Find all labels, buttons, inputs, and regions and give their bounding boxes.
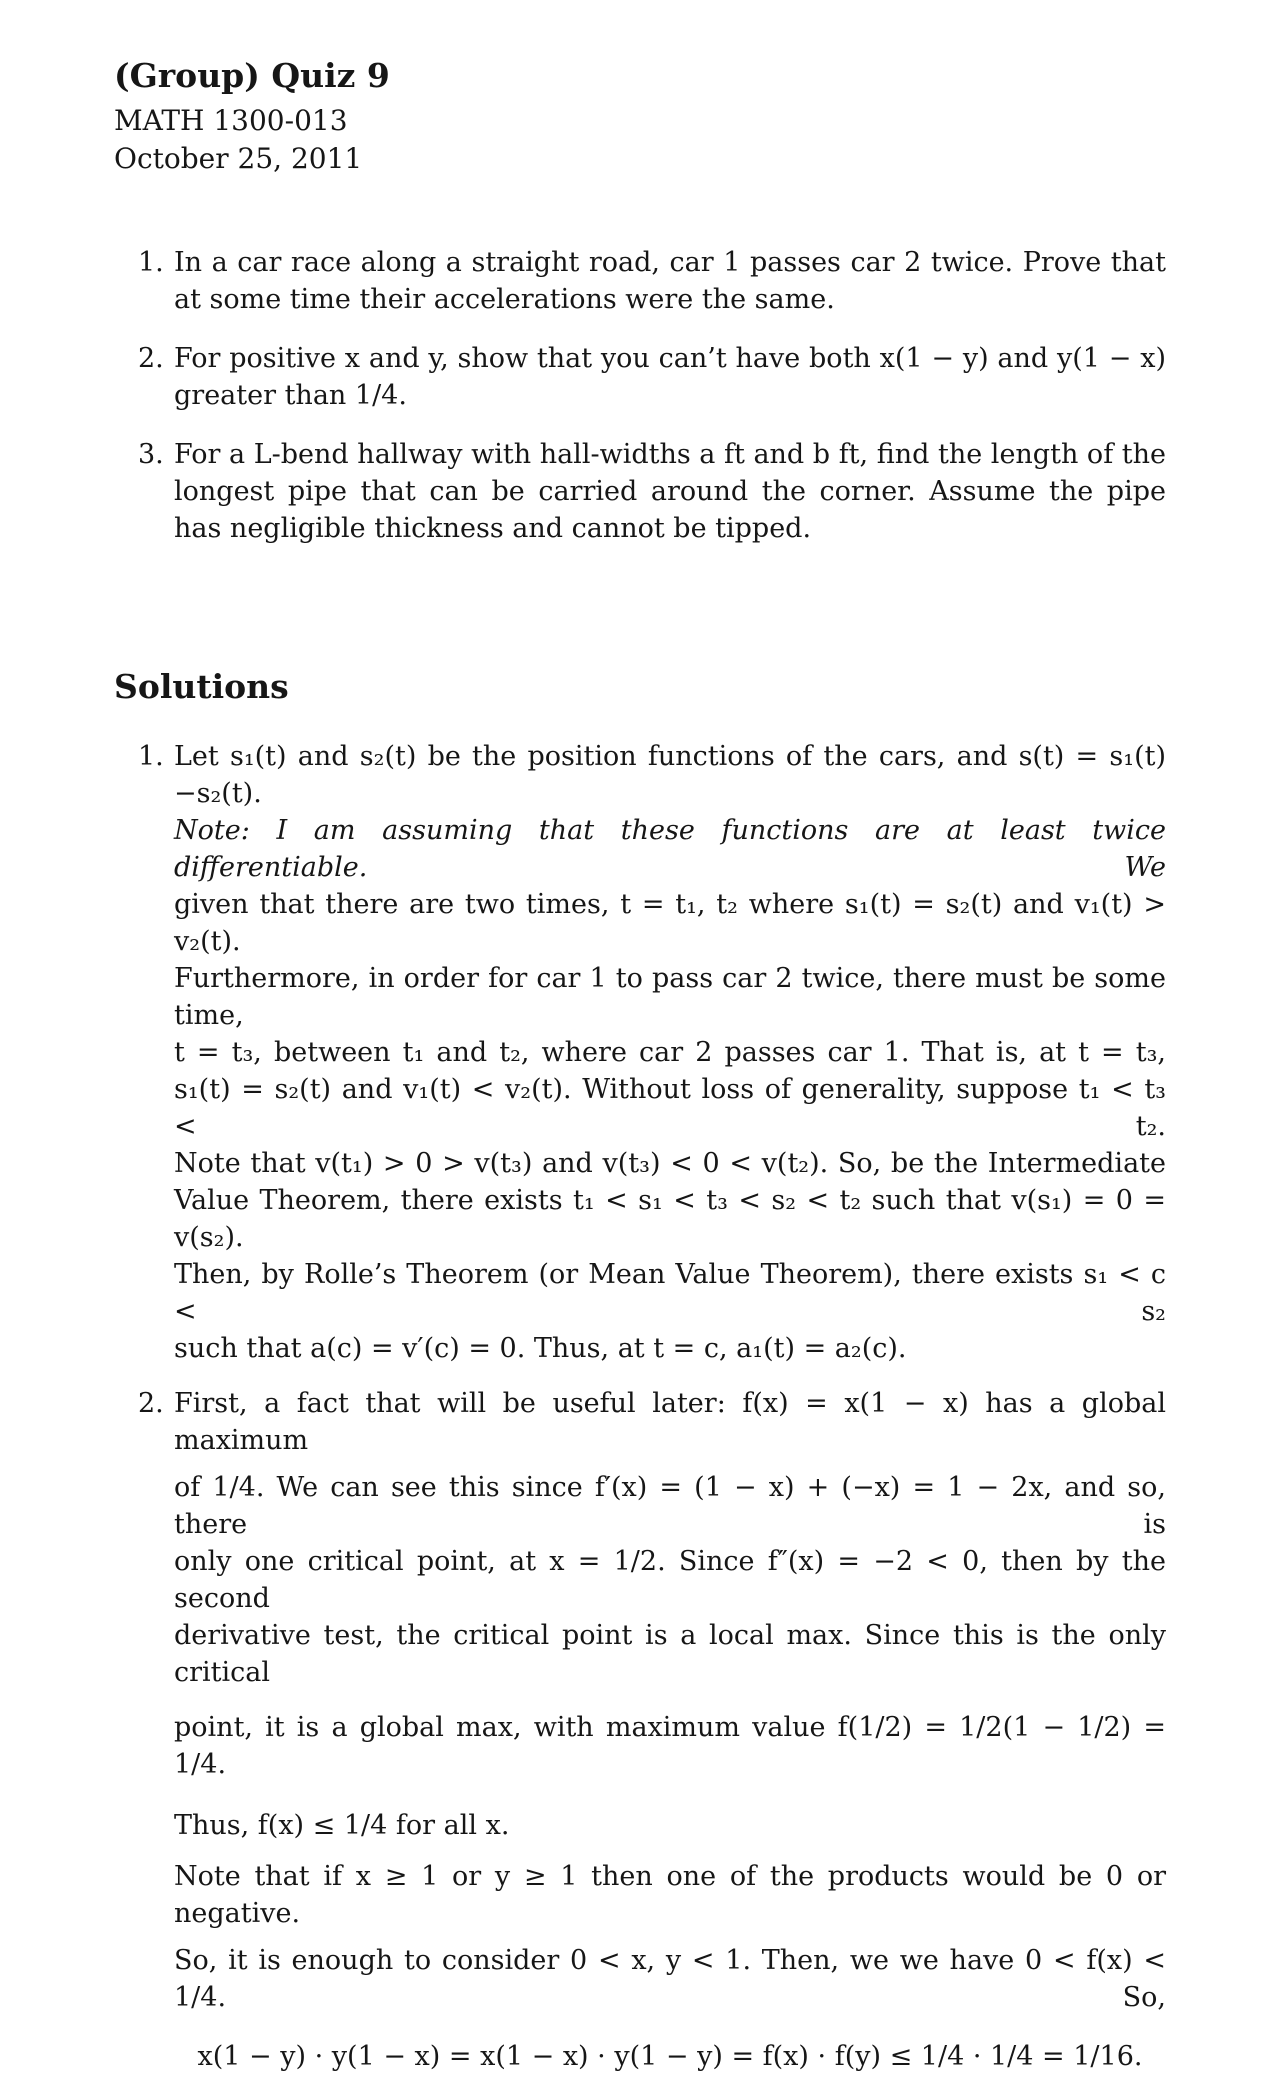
solution-line: given that there are two times, t = t₁, t₂ where s₁(t) = s₂(t) and v₁(t) > v₂(t). (174, 889, 1166, 957)
solution-line: Note that if x ≥ 1 or y ≥ 1 then one of the products would be 0 or negative. (174, 1861, 1166, 1929)
question-text: For positive x and y, show that you can’t have both x(1 − y) and y(1 − x) greater than 1/4. (174, 343, 1166, 411)
question-3 (138, 436, 1166, 547)
solution-line: only one critical point, at x = 1/2. Since f″(x) = −2 < 0, then by the second (174, 1546, 1166, 1614)
solution-list (138, 738, 1166, 2075)
solution-line: derivative test, the critical point is a local max. Since this is the only critical (174, 1620, 1166, 1688)
solution-1 (138, 738, 1166, 1367)
solution-2 (138, 1385, 1166, 2075)
question-2 (138, 340, 1166, 414)
solution-line: Thus, f(x) ≤ 1/4 for all x. (174, 1810, 510, 1841)
solution-line: Note: I am assuming that these functions are at least twice differentiable. We (174, 815, 1166, 883)
question-number: 2. (138, 343, 164, 374)
solution-line: point, it is a global max, with maximum value f(1/2) = 1/2(1 − 1/2) = 1/4. (174, 1712, 1166, 1780)
solution-line: First, a fact that will be useful later: f(x) = x(1 − x) has a global maximum (174, 1388, 1166, 1456)
question-number: 1. (138, 247, 164, 278)
course-code: MATH 1300-013 (114, 104, 348, 137)
solution-line: Furthermore, in order for car 1 to pass car 2 twice, there must be some time, (174, 963, 1166, 1031)
quiz-date: October 25, 2011 (114, 142, 363, 175)
question-1 (138, 244, 1166, 318)
solutions-heading: Solutions (114, 667, 289, 706)
question-number: 3. (138, 439, 164, 470)
solution-line: Value Theorem, there exists t₁ < s₁ < t₃ < s₂ < t₂ such that v(s₁) = 0 = v(s₂). (174, 1185, 1166, 1253)
solution-line: So, it is enough to consider 0 < x, y < 1. Then, we we have 0 < f(x) < 1/4. So, (174, 1945, 1166, 2013)
solution-line: Note that v(t₁) > 0 > v(t₃) and v(t₃) < 0 < v(t₂). So, be the Intermediate (174, 1148, 1166, 1179)
solution-number: 1. (138, 741, 164, 772)
solution-line: such that a(c) = v′(c) = 0. Thus, at t = c, a₁(t) = a₂(c). (174, 1333, 907, 1364)
solution-line: of 1/4. We can see this since f′(x) = (1 − x) + (−x) = 1 − 2x, and so, there is (174, 1472, 1166, 1540)
solution-line: Then, by Rolle’s Theorem (or Mean Value Theorem), there exists s₁ < c < s₂ (174, 1259, 1166, 1327)
solution-number: 2. (138, 1388, 164, 1419)
solution-line: s₁(t) = s₂(t) and v₁(t) < v₂(t). Without loss of generality, suppose t₁ < t₃ < t₂. (174, 1074, 1166, 1142)
question-text: In a car race along a straight road, car 1 passes car 2 twice. Prove that at some time their accelerations were the same. (174, 247, 1166, 315)
page-title: (Group) Quiz 9 (114, 56, 390, 95)
question-list (138, 244, 1166, 569)
question-text: For a L-bend hallway with hall-widths a ft and b ft, find the length of the longest pipe that can be carried around the corner. Assume the pipe has negligible thickness and cannot be tipped. (174, 439, 1166, 544)
solution-line: t = t₃, between t₁ and t₂, where car 2 passes car 1. That is, at t = t₃, (174, 1037, 1166, 1068)
display-equation: x(1 − y) · y(1 − x) = x(1 − x) · y(1 − y) = f(x) · f(y) ≤ 1/4 · 1/4 = 1/16. (197, 2041, 1143, 2072)
solution-line: Let s₁(t) and s₂(t) be the position functions of the cars, and s(t) = s₁(t)−s₂(t). (174, 741, 1166, 809)
